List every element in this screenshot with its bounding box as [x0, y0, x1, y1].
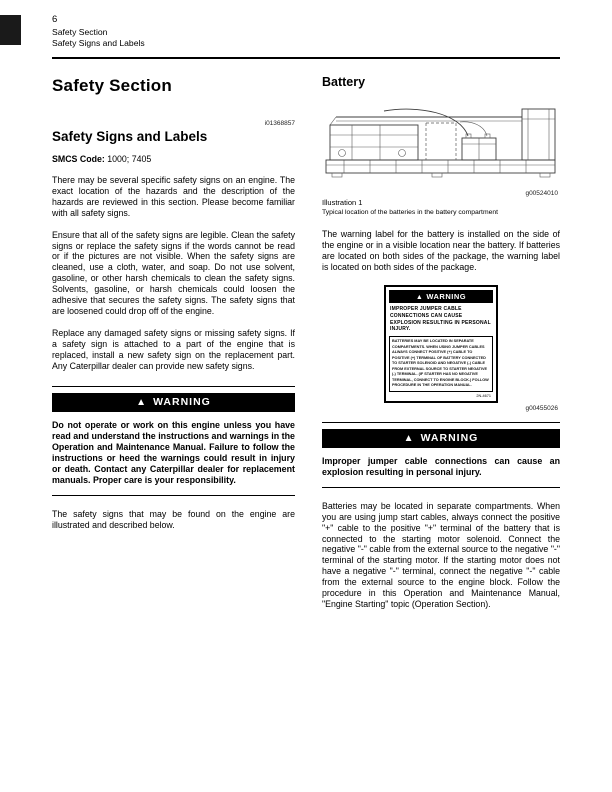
paragraph: Replace any damaged safety signs or missing safety signs. If a safety sign is attached to a part of the engine that is replaced, install a new safety sign on the replacement part. Any Caterpillar dealer can provide new safety signs.	[52, 327, 295, 371]
warning-icon: ▲	[403, 432, 415, 444]
smcs-label: SMCS Code:	[52, 154, 105, 164]
warning-label: WARNING	[153, 395, 211, 408]
decal-warning-bar	[389, 290, 493, 303]
decal-headline: IMPROPER JUMPER CABLE CONNECTIONS CAN CAUSE EXPLOSION RESULTING IN PERSONAL INJURY.	[390, 306, 491, 333]
warning-box	[52, 386, 295, 497]
battery-warning-decal	[384, 285, 498, 403]
left-column	[52, 66, 295, 542]
smcs-value: 1000; 7405	[104, 154, 152, 164]
paragraph: There may be several specific safety signs on an engine. The exact location of the hazards and the description of the hazards are reviewed in this section. Please become familiar with all safety signs.	[52, 175, 295, 218]
warning-header-bar	[322, 429, 560, 448]
section-title: Safety Section	[52, 76, 172, 95]
warning-icon: ▲	[136, 396, 148, 408]
decal-warning-label: WARNING	[426, 292, 467, 302]
page-edge-tab	[0, 15, 21, 45]
smcs-code-line	[52, 154, 295, 164]
illustration-label: Illustration 1	[322, 198, 363, 207]
subsection-title: Safety Signs and Labels	[52, 129, 208, 144]
warning-icon: ▲	[415, 294, 424, 302]
warning-box	[322, 422, 560, 488]
decal-part-code: 2N-4671	[476, 393, 491, 398]
paragraph: The warning label for the battery is installed on the side of the engine or in a visible location near the battery. If batteries are located on both sides of the package, the warning label is located on both sides of the package.	[322, 229, 560, 273]
paragraph: Ensure that all of the safety signs are legible. Clean the safety signs or replace the safety signs if the words cannot be read or if the pictures are not visible. When the safety signs are cleaned, use a cloth, water, and soap. Do not use solvent, gasoline, or other harsh chemicals to clean the safety signs. Solvents, gasoline, or harsh chemicals could loosen the adhesive that secures the safety signs. The safety signs that are loosened could drop off of the engine.	[52, 229, 295, 316]
topic-title: Battery	[322, 75, 366, 89]
illustration-caption: Typical location of the batteries in the battery compartment	[322, 209, 499, 216]
paragraph: Batteries may be located in separate compartments. When you are using jump start cables, always connect the positive "+" cable to the positive "+" terminal of the battery that is connected to the starting motor solenoid. Connect the negative "-" cable from the external source to the negative "-" terminal of the starting motor. If the starting motor does not have a negative "-" terminal, connect the negative "-" cable from the external source to the engine block. Follow the procedure in this Operation and Maintenance Manual, "Engine Starting" topic (Operation Section).	[322, 500, 560, 610]
publication-code: i01368857	[264, 120, 295, 127]
header-rule	[52, 57, 560, 59]
warning-text: Improper jumper cable connections can cause an explosion resulting in personal injury.	[322, 455, 560, 477]
running-header-topic: Safety Signs and Labels	[52, 38, 145, 48]
warning-text: Do not operate or work on this engine unless you have read and understand the instructions and warnings in the Operation and Maintenance Manual. Failure to follow the instructions or heed the warnings could result in injury or death. Contact any Caterpillar dealer for replacement manuals. Proper care is your responsibility.	[52, 419, 295, 486]
figure-code: g00524010	[525, 190, 558, 197]
warning-header-bar	[52, 393, 295, 412]
battery-compartment-illustration	[322, 97, 560, 185]
figure-code: g00455026	[525, 404, 558, 412]
warning-label: WARNING	[420, 431, 479, 444]
right-column	[322, 66, 560, 621]
page-number: 6	[52, 14, 58, 25]
paragraph: The safety signs that may be found on the engine are illustrated and described below.	[52, 509, 295, 531]
running-header-section: Safety Section	[52, 27, 108, 37]
decal-body-text: BATTERIES MAY BE LOCATED IN SEPARATE COMPARTMENTS. WHEN USING JUMPER CABLES ALWAYS CONNECT POSITIVE (+) CABLE TO POSITIVE (+) TERMINAL OF BATTERY CONNECTED TO STARTER SOLENOID AND NEGATIVE (-) CABLE FROM EXTERNAL SOURCE TO STARTER NEGATIVE (-) TERMINAL. (IF STARTER HAS NO NEGATIVE TERMINAL, CONNECT TO ENGINE BLOCK.) FOLLOW PROCEDURE IN THE OPERATION MANUAL.	[389, 336, 493, 392]
